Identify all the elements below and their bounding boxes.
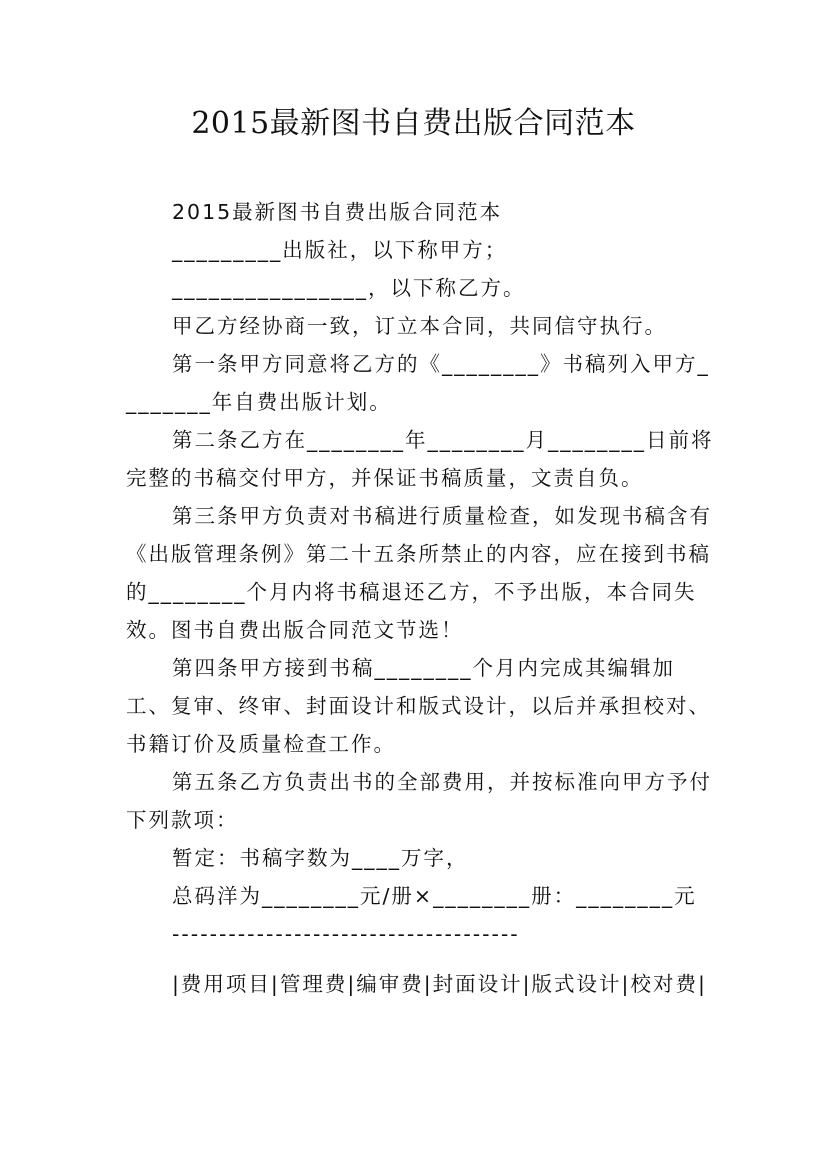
dashed-separator: ------------------------------------- xyxy=(172,922,520,946)
paragraph-party-a: _________出版社，以下称甲方； xyxy=(172,238,508,262)
paragraph-heading: 2015最新图书自费出版合同范本 xyxy=(172,200,503,224)
paragraph-word-count: 暂定：书稿字数为____万字， xyxy=(172,846,469,870)
fee-table-header-row: |费用项目|管理费|编审费|封面设计|版式设计|校对费| xyxy=(172,972,707,996)
paragraph-article-1: 第一条甲方同意将乙方的《________》书稿列入甲方________年自费出版计划。 xyxy=(126,352,710,414)
paragraph-agreement: 甲乙方经协商一致，订立本合同，共同信守执行。 xyxy=(172,314,667,338)
paragraph-article-2: 第二条乙方在________年________月________日前将完整的书稿交付甲方，并保证书稿质量，文责自负。 xyxy=(126,428,714,490)
paragraph-article-3: 第三条甲方负责对书稿进行质量检查，如发现书稿含有《出版管理条例》第二十五条所禁止的内容，应在接到书稿的________个月内将书稿退还乙方，不予出版，本合同失效。图书自费出版合同范文节选！ xyxy=(126,504,712,642)
paragraph-party-b: ________________，以下称乙方。 xyxy=(172,276,526,300)
paragraph-total-price: 总码洋为________元/册×________册：________元 xyxy=(172,884,697,908)
document-body xyxy=(126,193,716,1003)
paragraph-article-4: 第四条甲方接到书稿________个月内完成其编辑加工、复审、终审、封面设计和版式设计，以后并承担校对、书籍订价及质量检查工作。 xyxy=(126,656,711,756)
paragraph-article-5: 第五条乙方负责出书的全部费用，并按标准向甲方予付下列款项： xyxy=(126,770,712,832)
document-title: 2015最新图书自费出版合同范本 xyxy=(191,106,636,141)
